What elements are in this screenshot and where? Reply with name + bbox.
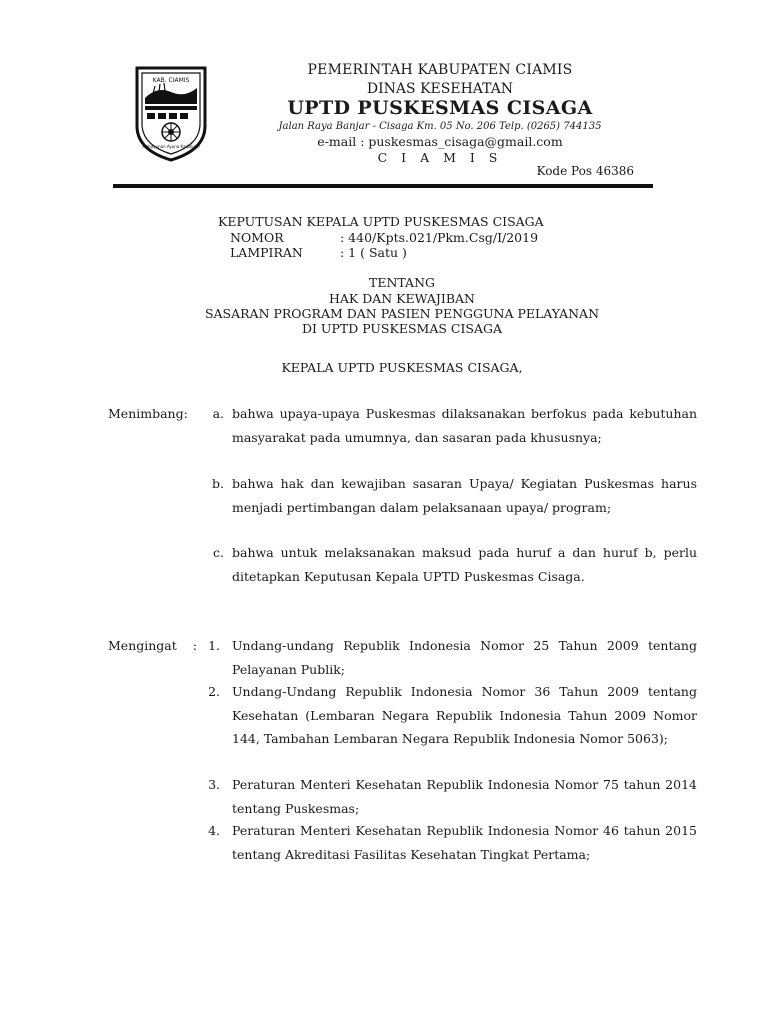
list-marker: 2. [208, 684, 220, 699]
list-item: Undang-undang Republik Indonesia Nomor 25 Tahun 2009 tentang Pelayanan Publik; [232, 638, 697, 677]
city: C I A M I S [377, 150, 503, 165]
government-name: PEMERINTAH KABUPATEN CIAMIS [307, 62, 573, 78]
mengingat-colon: : [192, 638, 197, 653]
list-marker: 1. [208, 638, 220, 653]
menimbang-colon: : [183, 406, 188, 421]
kabupaten-ciamis-logo [133, 64, 209, 162]
department-name: DINAS KESEHATAN [366, 81, 514, 97]
list-marker: 4. [208, 823, 220, 838]
subject-line-1: HAK DAN KEWAJIBAN [328, 291, 475, 306]
tentang-heading: TENTANG [368, 275, 435, 290]
list-marker: b. [212, 476, 224, 491]
nomor-value: : 440/Kpts.021/Pkm.Csg/I/2019 [340, 230, 539, 245]
list-marker: c. [213, 545, 224, 560]
list-marker: 3. [208, 777, 220, 792]
list-item: bahwa untuk melaksanakan maksud pada huruf a dan huruf b, perlu ditetapkan Keputusan Kepala UPTD Puskesmas Cisaga. [232, 545, 697, 584]
mengingat-label-text: Mengingat [108, 638, 177, 653]
postcode: Kode Pos 46386 [536, 164, 634, 178]
list-item: bahwa upaya-upaya Puskesmas dilaksanakan berfokus pada kebutuhan masyarakat pada umumnya, dan sasaran pada khususnya; [232, 406, 697, 445]
lampiran-label: LAMPIRAN [230, 245, 303, 260]
nomor-label: NOMOR [230, 230, 284, 245]
list-item: Peraturan Menteri Kesehatan Republik Indonesia Nomor 46 tahun 2015 tentang Akreditasi Fasilitas Kesehatan Tingkat Pertama; [232, 823, 697, 862]
signer-heading: KEPALA UPTD PUSKESMAS CISAGA, [281, 360, 523, 375]
menimbang-label-text: Menimbang [108, 406, 184, 421]
subject-line-3: DI UPTD PUSKESMAS CISAGA [302, 321, 502, 336]
subject-line-2: SASARAN PROGRAM DAN PASIEN PENGGUNA PELAYANAN [204, 306, 600, 321]
list-item: bahwa hak dan kewajiban sasaran Upaya/ Kegiatan Puskesmas harus menjadi pertimbangan dalam pelaksanaan upaya/ program; [232, 476, 697, 515]
mengingat-label [108, 638, 197, 653]
list-item: Peraturan Menteri Kesehatan Republik Indonesia Nomor 75 tahun 2014 tentang Puskesmas; [232, 777, 697, 816]
header-divider [113, 184, 653, 188]
institution-name: UPTD PUSKESMAS CISAGA [287, 97, 593, 119]
lampiran-value: : 1 ( Satu ) [340, 245, 407, 260]
address: Jalan Raya Banjar - Cisaga Km. 05 No. 206 Telp. (0265) 744135 [278, 121, 602, 132]
email: e-mail : puskesmas_cisaga@gmail.com [317, 134, 563, 149]
menimbang-label [108, 406, 188, 421]
decree-title: KEPUTUSAN KEPALA UPTD PUSKESMAS CISAGA [218, 214, 544, 229]
list-item: Undang-Undang Republik Indonesia Nomor 36 Tahun 2009 tentang Kesehatan (Lembaran Negara Republik Indonesia Tahun 2009 Nomor 144, Tambahan Lembaran Negara Republik Indonesia Nomor 5063); [232, 684, 697, 746]
logo-text: KAB. CIAMIS [152, 77, 190, 84]
logo-motto: Mahayunan Ayuna Kadatuan [142, 144, 200, 149]
list-marker: a. [212, 406, 224, 421]
